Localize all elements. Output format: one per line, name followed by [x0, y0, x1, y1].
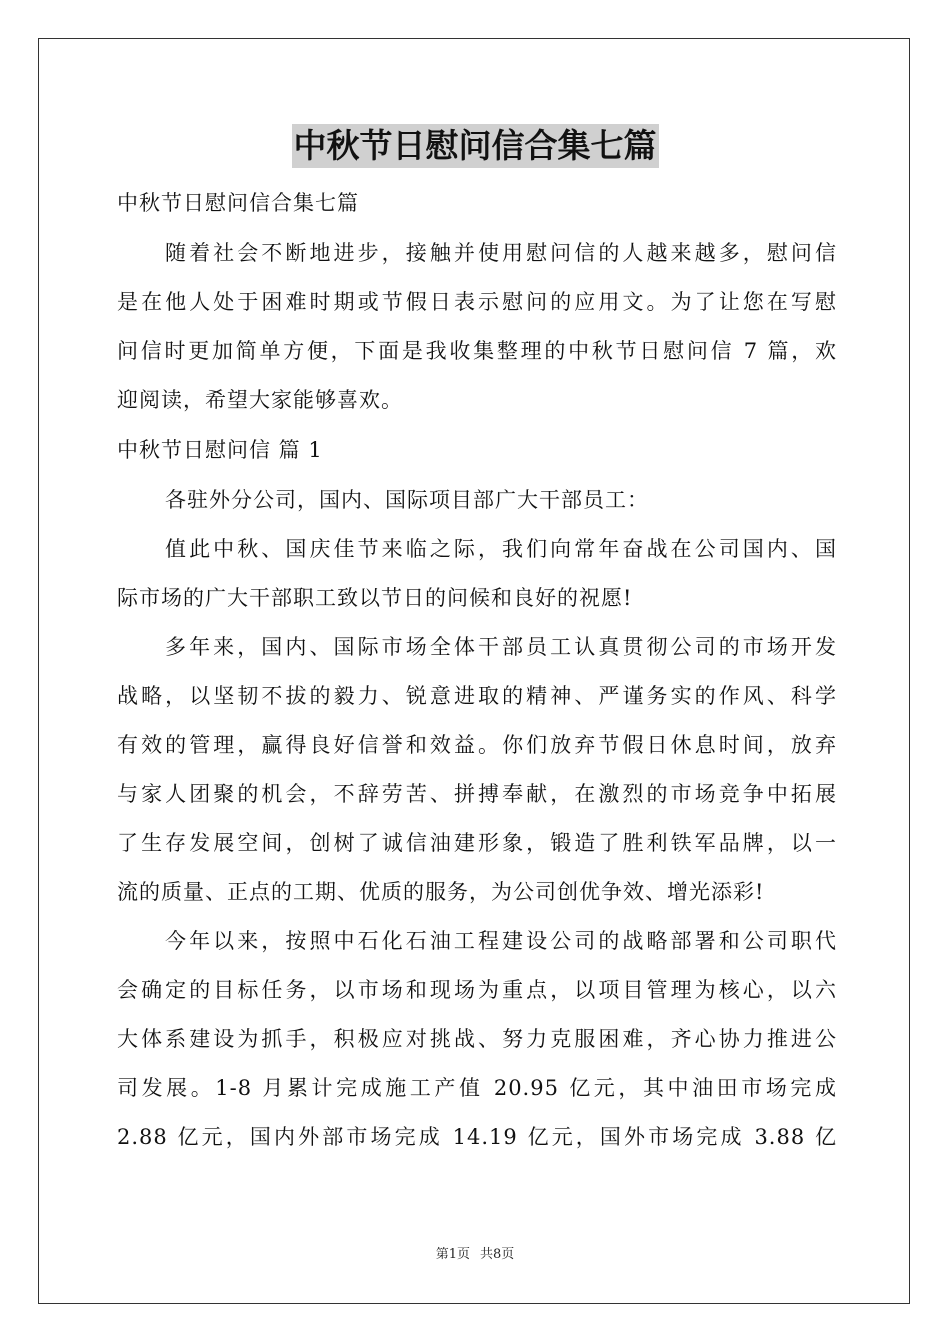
intro-line: 是在他人处于困难时期或节假日表示慰问的应用文。为了让您在写慰 [117, 290, 837, 314]
paragraph-line: 多年来，国内、国际市场全体干部员工认真贯彻公司的市场开发 [165, 635, 837, 659]
paragraph-line: 大体系建设为抓手，积极应对挑战、努力克服困难，齐心协力推进公 [117, 1027, 837, 1051]
paragraph-line: 2.88 亿元，国内外部市场完成 14.19 亿元，国外市场完成 3.88 亿 [117, 1125, 837, 1149]
document-body [117, 178, 837, 1162]
paragraph-line: 了生存发展空间，创树了诚信油建形象，锻造了胜利铁军品牌，以一 [117, 831, 837, 855]
section-heading: 中秋节日慰问信 篇 1 [117, 438, 323, 462]
paragraph-line: 值此中秋、国庆佳节来临之际，我们向常年奋战在公司国内、国 [165, 537, 837, 561]
paragraph-line: 司发展。1-8 月累计完成施工产值 20.95 亿元，其中油田市场完成 [117, 1076, 837, 1100]
page-total: 共8页 [480, 1247, 515, 1262]
page-number: 第1页 [435, 1247, 470, 1262]
document-subtitle: 中秋节日慰问信合集七篇 [117, 191, 359, 215]
paragraph-line: 与家人团聚的机会，不辞劳苦、拼搏奉献，在激烈的市场竞争中拓展 [117, 782, 837, 806]
page-footer [0, 1243, 950, 1262]
paragraph-line: 战略，以坚韧不拔的毅力、锐意进取的精神、严谨务实的作风、科学 [117, 684, 837, 708]
greeting-line: 各驻外分公司，国内、国际项目部广大干部员工： [165, 488, 649, 512]
paragraph-line: 有效的管理，赢得良好信誉和效益。你们放弃节假日休息时间，放弃 [117, 733, 837, 757]
paragraph-line: 今年以来，按照中石化石油工程建设公司的战略部署和公司职代 [165, 929, 837, 953]
document-title: 中秋节日慰问信合集七篇 [292, 124, 659, 168]
title-block [0, 124, 950, 168]
intro-line: 问信时更加简单方便，下面是我收集整理的中秋节日慰问信 7 篇，欢 [117, 339, 837, 363]
intro-line: 随着社会不断地进步，接触并使用慰问信的人越来越多，慰问信 [165, 241, 837, 265]
paragraph-line: 际市场的广大干部职工致以节日的问候和良好的祝愿! [117, 586, 633, 610]
paragraph-line: 流的质量、正点的工期、优质的服务，为公司创优争效、增光添彩! [117, 880, 765, 904]
intro-line: 迎阅读，希望大家能够喜欢。 [117, 388, 403, 412]
paragraph-line: 会确定的目标任务，以市场和现场为重点，以项目管理为核心，以六 [117, 978, 837, 1002]
